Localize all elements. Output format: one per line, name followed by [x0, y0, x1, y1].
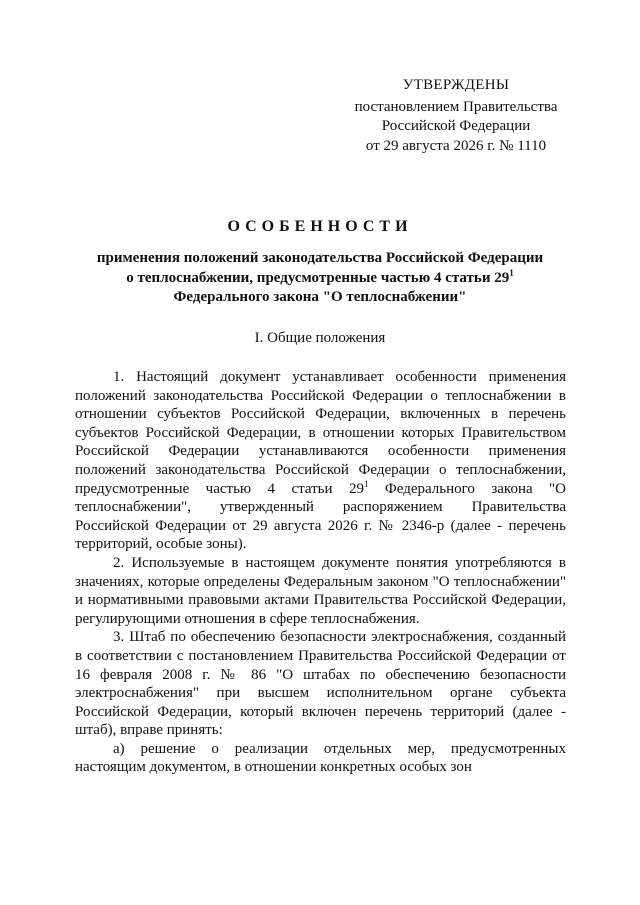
- subtitle-superscript: 1: [509, 267, 514, 278]
- subtitle-line-2-text: о теплоснабжении, предусмотренные частью 4 статьи 29: [126, 269, 510, 286]
- paragraph-3: 3. Штаб по обеспечению безопасности электроснабжения, созданный в соответствии с постановлением Правительства Российской Федерации от 16 февраля 2008 г. № 86 "О штабах по обеспечению безопасности электроснабжения" при высшем исполнительном органе субъекта Российской Федерации, который включен перечень территорий (далее - штаб), вправе принять:: [75, 629, 566, 739]
- paragraph-3a: а) решение о реализации отдельных мер, предусмотренных настоящим документом, в отношении конкретных особых зон: [75, 740, 566, 776]
- document-body: [75, 368, 566, 777]
- approval-line-2: Российской Федерации: [381, 118, 531, 134]
- approval-heading: УТВЕРЖДЕНЫ: [402, 77, 510, 93]
- title-main: ОСОБЕННОСТИ: [227, 218, 413, 235]
- subtitle-line-2: [60, 269, 580, 289]
- approval-line-3: от 29 августа 2026 г. № 1110: [365, 137, 547, 154]
- section-heading: I. Общие положения: [254, 330, 386, 346]
- subtitle-line-3: Федерального закона "О теплоснабжении": [173, 289, 467, 305]
- paragraph-1-superscript: 1: [363, 478, 369, 489]
- paragraph-1-text-cont: Федерального закона "О теплоснабжении", утвержденный распоряжением Правительства Российской Федерации от 29 августа 2026 г. № 2346-р (далее - перечень территорий, особые зоны).: [75, 480, 567, 553]
- paragraph-1: [75, 368, 566, 554]
- document-title: [60, 218, 580, 308]
- paragraph-1-text: 1. Настоящий документ устанавливает особенности применения положений законодательства Российской Федерации о теплоснабжении в отношении субъектов Российской Федерации, включенных в перечень субъектов Российской Федерации, в отношении которых Правительством Российской Федерации устанавливаются особенности применения положений законодательства Российской Федерации о теплоснабжении, предусмотренные частью 4 статьи 29: [75, 369, 566, 497]
- subtitle-line-1: применения положений законодательства Российской Федерации: [96, 250, 544, 266]
- approval-stamp: [340, 76, 572, 156]
- approval-line-1: постановлением Правительства: [354, 98, 558, 115]
- title-subtitle: [60, 249, 580, 308]
- paragraph-2: 2. Используемые в настоящем документе понятия употребляются в значениях, которые определены Федеральным законом "О теплоснабжении" и нормативными правовыми актами Правительства Российской Федерации, регулирующими отношения в сфере теплоснабжения.: [75, 554, 566, 627]
